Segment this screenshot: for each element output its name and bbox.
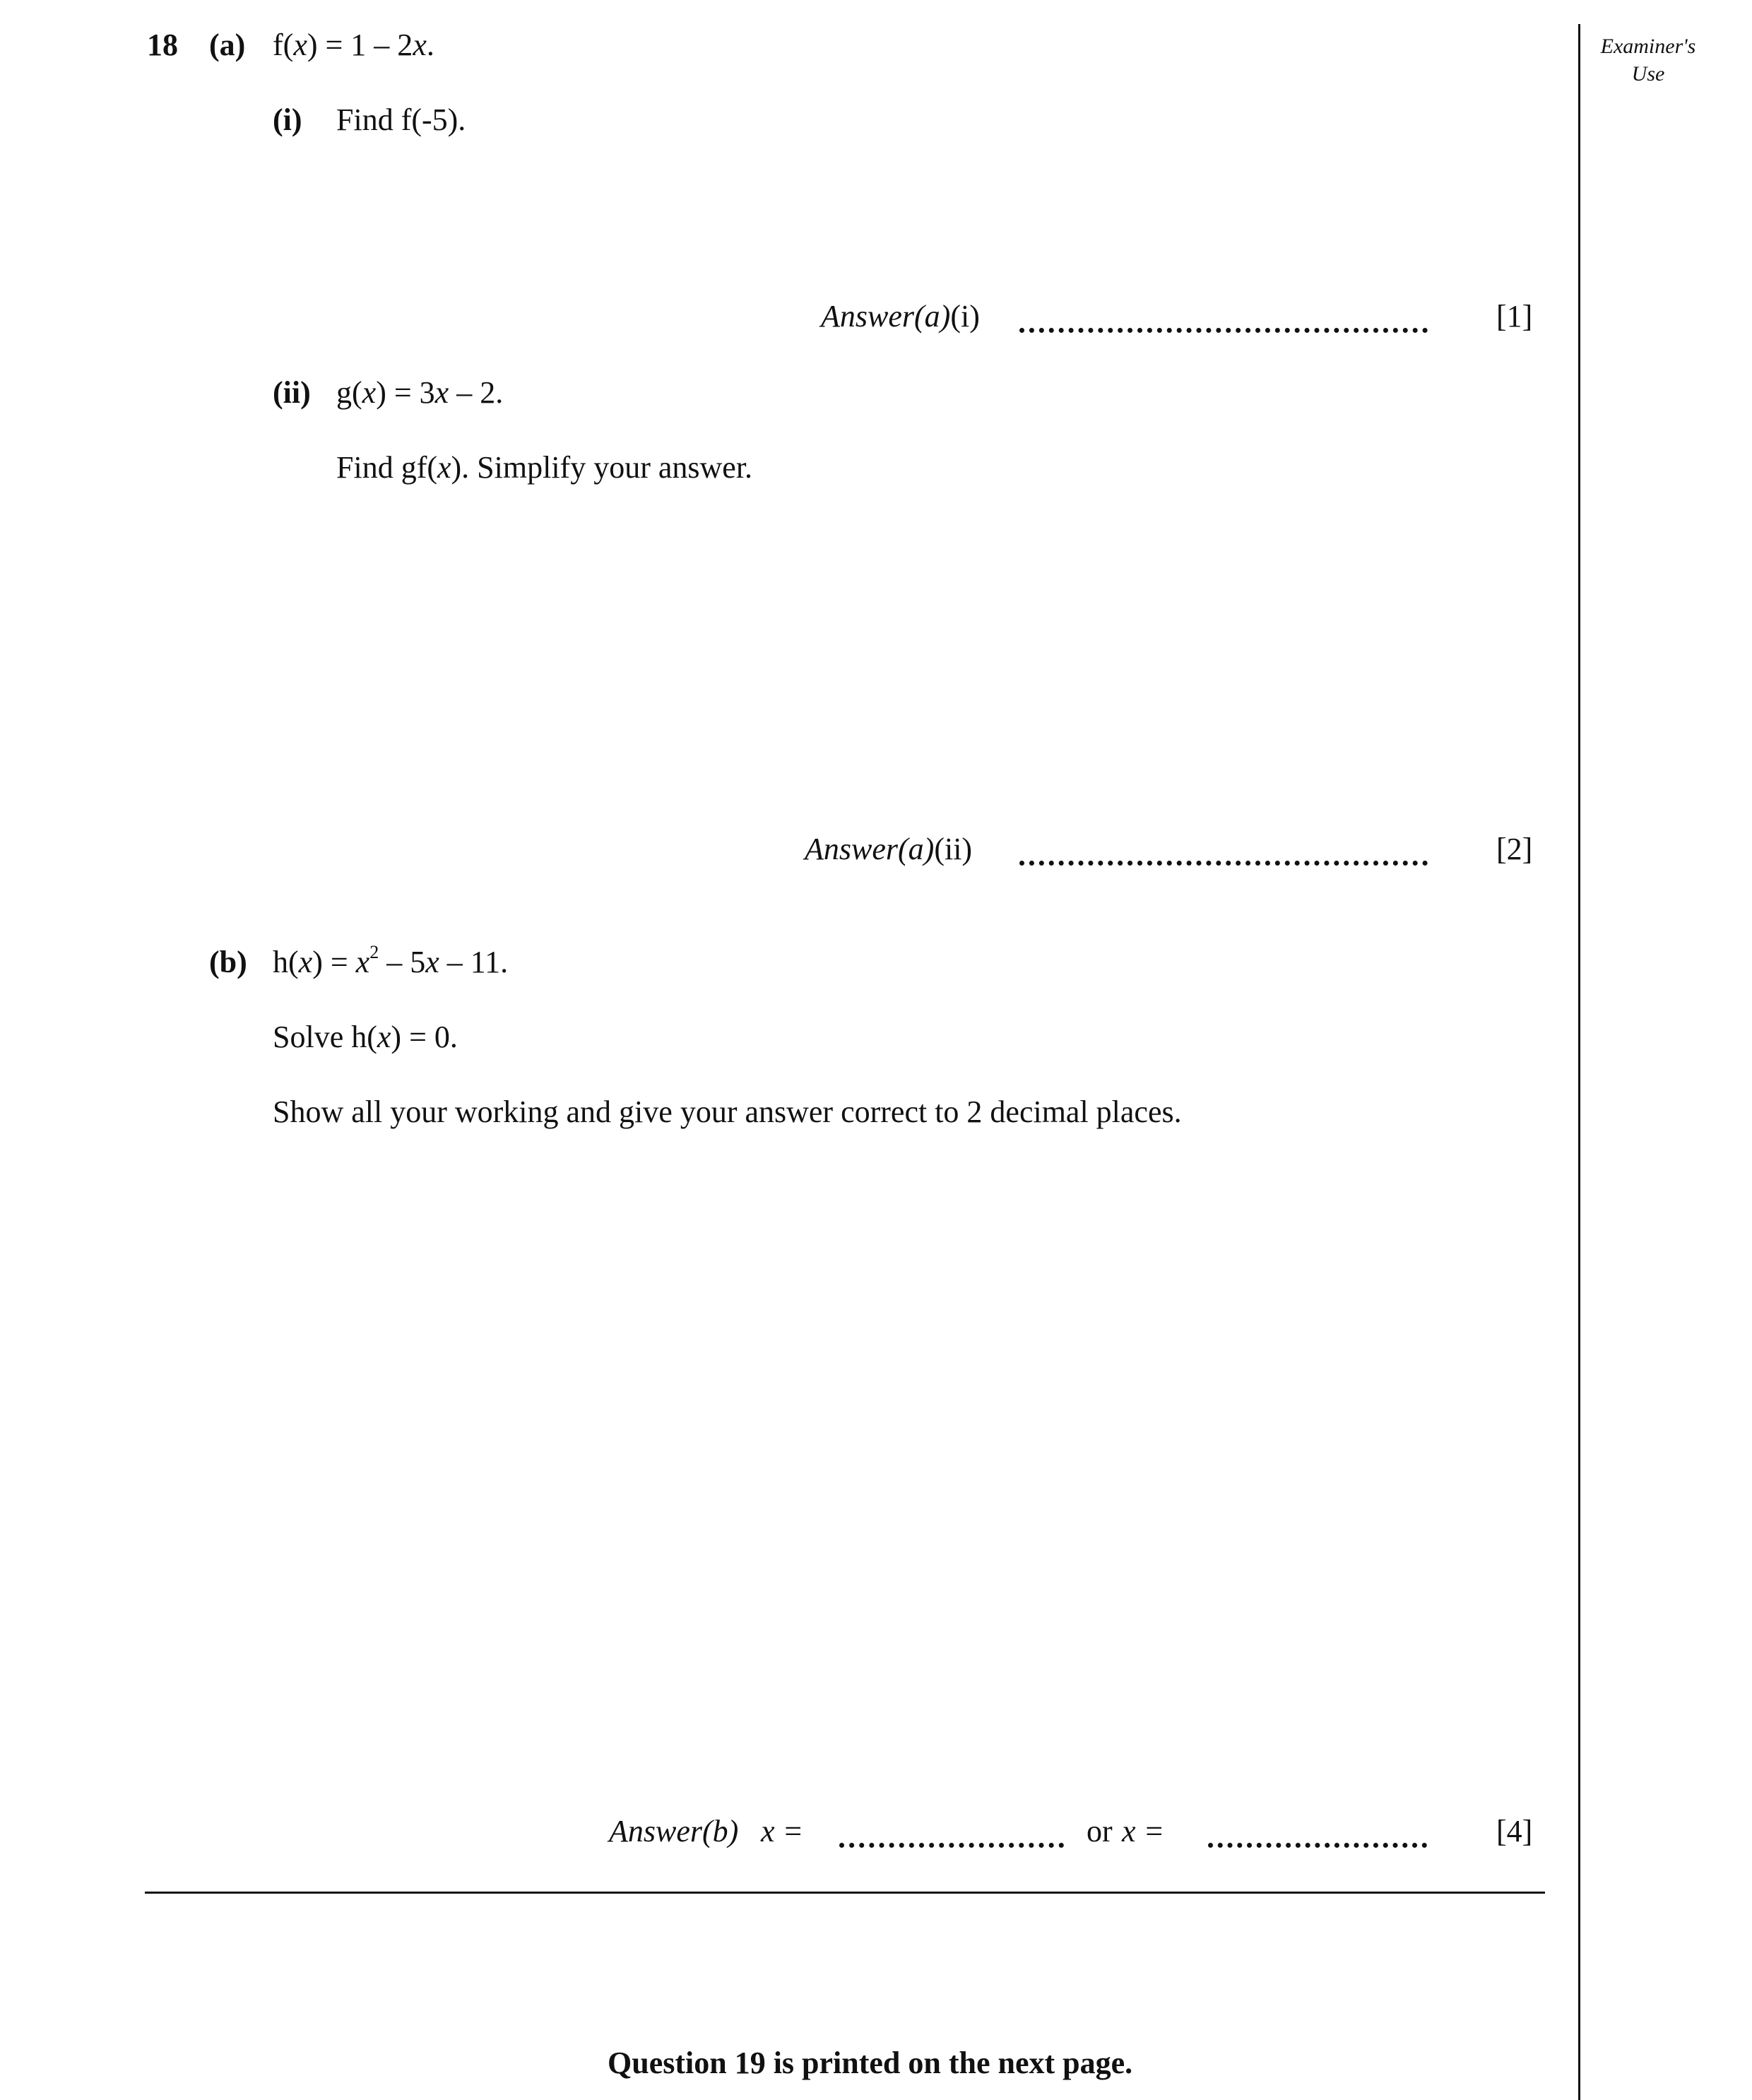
answer-b-line-2[interactable] [1208,1843,1427,1848]
function-f-definition: f(x) = 1 – 2x. [273,28,434,62]
part-a-ii-label: (ii) [273,375,311,410]
answer-b-or: or [1087,1814,1113,1848]
marks-a-i: [1] [1496,299,1533,334]
part-b-solve: Solve h(x) = 0. [273,1020,458,1054]
answer-a-ii-label: Answer(a)(ii) [805,832,973,866]
part-a-ii-question: Find gf(x). Simplify your answer. [336,450,753,485]
part-a-i-label: (i) [273,102,302,137]
marks-a-ii: [2] [1496,832,1533,866]
answer-b-label: Answer(b) [609,1814,739,1848]
part-a-i-question: Find f(-5). [336,102,466,137]
margin-rule [1578,24,1580,2100]
question-end-rule [145,1892,1545,1894]
marks-b: [4] [1496,1814,1533,1848]
answer-a-i-line[interactable] [1019,328,1428,333]
answer-a-i-label: Answer(a)(i) [821,299,980,334]
part-b-label: (b) [209,945,247,979]
part-a-label: (a) [209,28,246,62]
question-number: 18 [147,28,178,62]
function-g-definition: g(x) = 3x – 2. [336,375,504,410]
function-h-definition: $h(x) = x^2 - 5x - 11$. [273,942,509,979]
next-page-note: Question 19 is printed on the next page. [608,2046,1133,2080]
answer-b-x-eq-2: x = [1122,1814,1165,1848]
part-b-instruction: Show all your working and give your answer correct to 2 decimal places. [273,1095,1182,1129]
answer-b-x-eq-1: x = [761,1814,804,1848]
examiners-use-label: Examiner's Use [1600,35,1696,85]
answer-b-line-1[interactable] [839,1843,1064,1848]
answer-a-ii-line[interactable] [1019,861,1428,866]
